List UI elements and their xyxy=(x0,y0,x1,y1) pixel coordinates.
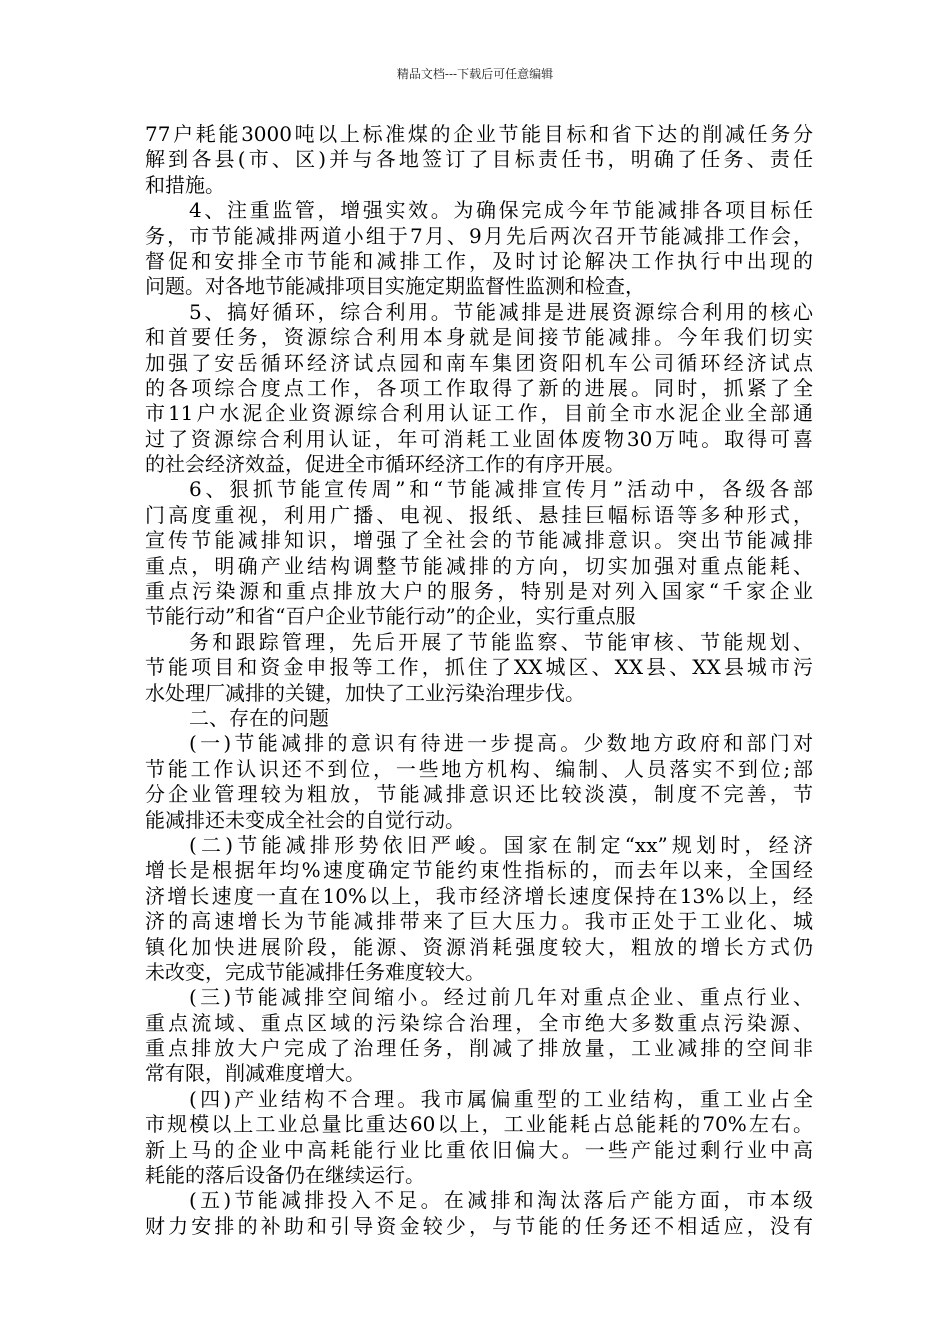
text-line: (一)节能减排的意识有待进一步提高。少数地方政府和部门对 xyxy=(189,731,813,756)
text-line: 济的高速增长为节能减排带来了巨大压力。我市正处于工业化、城 xyxy=(145,909,813,934)
text-line: 4、注重监管，增强实效。为确保完成今年节能减排各项目标任 xyxy=(189,198,813,223)
text-line: 镇化加快进展阶段，能源、资源消耗强度较大，粗放的增长方式仍 xyxy=(145,934,813,959)
text-line: 重点排放大户完成了治理任务，削减了排放量，工业减排的空间非 xyxy=(145,1036,813,1061)
text-line: 过了资源综合利用认证，年可消耗工业固体废物30万吨。取得可喜 xyxy=(145,426,813,451)
text-line: 济增长速度一直在10%以上，我市经济增长速度保持在13%以上，经 xyxy=(145,883,813,908)
text-line: 水处理厂减排的关键，加快了工业污染治理步伐。 xyxy=(145,680,585,705)
text-line: 务，市节能减排两道小组于7月、9月先后两次召开节能减排工作会， xyxy=(145,223,813,248)
text-line: (五)节能减排投入不足。在减排和淘汰落后产能方面，市本级 xyxy=(189,1188,813,1213)
text-line: 新上马的企业中高耗能行业比重依旧偏大。一些产能过剩行业中高 xyxy=(145,1137,813,1162)
text-line: 和首要任务，资源综合利用本身就是间接节能减排。今年我们切实 xyxy=(145,325,813,350)
text-line: 6、狠抓节能宣传周”和“节能减排宣传月”活动中，各级各部 xyxy=(189,477,813,502)
text-line: 务和跟踪管理，先后开展了节能监察、节能审核、节能规划、 xyxy=(189,629,813,654)
text-line: (二)节能减排形势依旧严峻。国家在制定“xx”规划时，经济 xyxy=(189,832,813,857)
text-line: 耗能的落后设备仍在继续运行。 xyxy=(145,1163,425,1188)
text-line: 解到各县(市、区)并与各地签订了目标责任书，明确了任务、责任 xyxy=(145,147,813,172)
text-line: 的社会经济效益，促进全市循环经济工作的有序开展。 xyxy=(145,452,625,477)
text-line: 财力安排的补助和引导资金较少，与节能的任务还不相适应，没有 xyxy=(145,1213,813,1238)
text-line: 督促和安排全市节能和减排工作，及时讨论解决工作执行中出现的 xyxy=(145,248,813,273)
text-line: 常有限，削减难度增大。 xyxy=(145,1061,365,1086)
text-line: 重点，明确产业结构调整节能减排的方向，切实加强对重点能耗、 xyxy=(145,553,813,578)
text-line: 问题。对各地节能减排项目实施定期监督性监测和检查， xyxy=(145,274,645,299)
text-line: (四)产业结构不合理。我市属偏重型的工业结构，重工业占全 xyxy=(189,1086,813,1111)
text-line: 节能工作认识还不到位，一些地方机构、编制、人员落实不到位;部 xyxy=(145,756,813,781)
text-line: 宣传节能减排知识，增强了全社会的节能减排意识。突出节能减排 xyxy=(145,528,813,553)
text-line: 门高度重视，利用广播、电视、报纸、悬挂巨幅标语等多种形式， xyxy=(145,502,813,527)
text-line: 重点流域、重点区域的污染综合治理，全市绝大多数重点污染源、 xyxy=(145,1010,813,1035)
text-line: 的各项综合度点工作，各项工作取得了新的进展。同时，抓紧了全 xyxy=(145,375,813,400)
text-line: 增长是根据年均%速度确定节能约束性指标的，而去年以来，全国经 xyxy=(145,858,813,883)
text-line: (三)节能减排空间缩小。经过前几年对重点企业、重点行业、 xyxy=(189,985,813,1010)
text-line: 5、搞好循环，综合利用。节能减排是进展资源综合利用的核心 xyxy=(189,299,813,324)
text-line: 重点污染源和重点排放大户的服务，特别是对列入国家“千家企业 xyxy=(145,579,813,604)
text-line: 分企业管理较为粗放，节能减排意识还比较淡漠，制度不完善，节 xyxy=(145,782,813,807)
text-line: 未改变，完成节能减排任务难度较大。 xyxy=(145,959,485,984)
text-line: 能减排还未变成全社会的自觉行动。 xyxy=(145,807,465,832)
text-line: 节能行动”和省“百户企业节能行动”的企业，实行重点服 xyxy=(145,604,636,629)
text-line: 加强了安岳循环经济试点园和南车集团资阳机车公司循环经济试点 xyxy=(145,350,813,375)
text-line: 市11户水泥企业资源综合利用认证工作，目前全市水泥企业全部通 xyxy=(145,401,813,426)
page-header: 精品文档---下载后可任意编辑 xyxy=(396,67,554,81)
text-line: 节能项目和资金申报等工作，抓住了XX城区、XX县、XX县城市污 xyxy=(145,655,813,680)
document-body xyxy=(145,122,813,1239)
text-line: 市规模以上工业总量比重达60以上，工业能耗占总能耗的70%左右。 xyxy=(145,1112,813,1137)
text-line: 和措施。 xyxy=(145,172,225,197)
text-line: 二、存在的问题 xyxy=(189,705,329,730)
text-line: 77户耗能3000吨以上标准煤的企业节能目标和省下达的削减任务分 xyxy=(145,122,813,146)
